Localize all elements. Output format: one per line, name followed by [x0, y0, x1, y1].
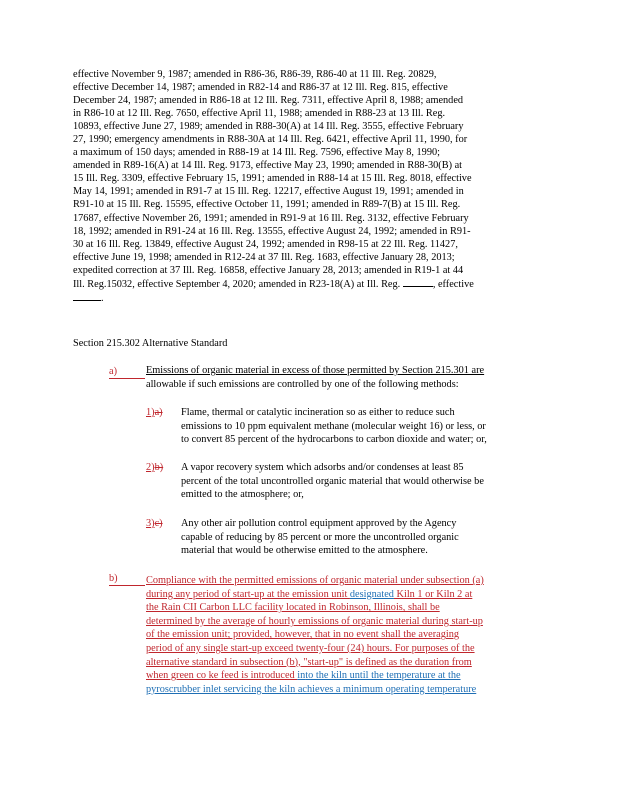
- item-1-text: [181, 406, 551, 447]
- subsection-b-line: alternative standard in subsection (b), "start-up" is defined as the duration from: [146, 656, 472, 668]
- item-3-line: capable of reducing by 85 percent or more the uncontrolled organic: [181, 531, 459, 543]
- section-heading: Section 215.302 Alternative Standard: [73, 338, 228, 349]
- history-period: .: [101, 292, 104, 304]
- history-line: May 14, 1991; amended in R91-7 at 15 Ill. Reg. 12217, effective August 19, 1991; amended in: [73, 186, 464, 198]
- item-3-text: [181, 517, 551, 558]
- inserted-text: during any period of start-up at the emission unit: [146, 588, 350, 600]
- item-1-line: emissions to 10 ppm equivalent methane (molecular weight 16) or less, or: [181, 420, 486, 432]
- subsection-b-line: the Rain CII Carbon LLC facility located in Robinson, Illinois, shall be: [146, 602, 440, 614]
- item-3-old-label: c): [154, 518, 163, 529]
- history-line: 30 at 16 Ill. Reg. 13849, effective August 24, 1992; amended in R98-15 at 22 Ill. Reg. 11427,: [73, 238, 458, 250]
- history-line: effective November 9, 1987; amended in R86-36, R86-39, R86-40 at 11 Ill. Reg. 20829,: [73, 69, 437, 80]
- subsection-b-line-9: [146, 683, 546, 697]
- item-3-line: Any other air pollution control equipment approved by the Agency: [181, 518, 457, 529]
- subsection-b-line: period of any single start-up exceed twenty-four (24) hours. For purposes of the: [146, 642, 475, 654]
- subsection-b-line: Compliance with the permitted emissions of organic material under subsection (a): [146, 575, 484, 586]
- subsection-b-line-2: [146, 588, 546, 602]
- item-2-old-label: b): [154, 462, 164, 473]
- reg-volume-blank: [403, 277, 433, 287]
- inserted-text: when green co: [146, 670, 207, 682]
- subsection-b-label: b): [109, 573, 118, 584]
- item-2-line: A vapor recovery system which adsorbs and/or condenses at least 85: [181, 462, 464, 473]
- effective-date-blank: [73, 291, 101, 301]
- inserted-text-blue: to the kiln until the temperature at the: [305, 670, 461, 682]
- item-2-text: [181, 461, 551, 502]
- history-date-line: [73, 291, 543, 305]
- inserted-text-blue: designated: [349, 588, 394, 600]
- subsection-a-label: a): [109, 366, 117, 377]
- item-3-new-label: 3): [146, 518, 155, 529]
- item-1-new-label: 1): [146, 407, 155, 418]
- subsection-b-line: determined by the average of hourly emissions of organic material during start-up: [146, 615, 483, 627]
- history-final-line: [73, 277, 543, 291]
- history-effective-text: , effective: [432, 278, 474, 290]
- item-1-line: Flame, thermal or catalytic incineration so as either to reduce such: [181, 407, 455, 418]
- item-1-old-label: a): [154, 407, 163, 418]
- history-line: 17687, effective November 26, 1991; amended in R91-9 at 16 Ill. Reg. 3132, effective February: [73, 212, 469, 224]
- subsection-b-label-box: [109, 574, 145, 586]
- subsection-a-line: Emissions of organic material in excess of those permitted by Section 215.301 are: [146, 365, 485, 376]
- subsection-a-line: allowable if such emissions are controlled by one of the following methods:: [146, 378, 459, 390]
- inserted-text-blue: in: [297, 670, 306, 682]
- history-line: 27, 1990; emergency amendments in R88-30A at 14 Ill. Reg. 6421, effective April 11, 1990, for: [73, 134, 468, 146]
- item-3-label: [146, 517, 163, 531]
- subsection-b-line: of the emission unit; provided, however, that in no event shall the averaging: [146, 629, 459, 641]
- history-line: December 24, 1987; amended in R86-18 at 12 Ill. Reg. 7311, effective April 8, 1988; amended: [73, 95, 464, 107]
- history-line: in R86-10 at 12 Ill. Reg. 7650, effective April 11, 1988; amended in R88-23 at 13 Ill. Reg.: [73, 108, 446, 120]
- item-2-label: [146, 461, 163, 475]
- history-line: Ill. Reg.15032, effective September 4, 2020; amended in R23-18(A) at Ill. Reg.: [73, 278, 401, 290]
- history-line: a maximum of 150 days; amended in R88-19 at 14 Ill. Reg. 7596, effective May 8, 1990;: [73, 147, 440, 159]
- history-line: 10893, effective June 27, 1989; amended in R88-30(A) at 14 Ill. Reg. 3555, effective February: [73, 121, 464, 133]
- item-2-new-label: 2): [146, 462, 155, 473]
- inserted-text: ke feed is introduced: [206, 670, 298, 682]
- item-1-label: [146, 406, 163, 420]
- item-1-line: to convert 85 percent of the hydrocarbons to carbon dioxide and water; or,: [181, 434, 487, 446]
- subsection-b-line-8: [146, 669, 546, 683]
- inserted-text: Kiln 1 or Kiln 2 at: [393, 588, 473, 600]
- item-2-line: emitted to the atmosphere; or,: [181, 489, 304, 501]
- history-note: [73, 68, 543, 305]
- history-line: amended in R89-16(A) at 14 Ill. Reg. 9173, effective May 23, 1990; amended in R88-30(B) at: [73, 160, 462, 172]
- inserted-text-blue: pyroscrubber inlet servicing the kiln: [146, 683, 298, 695]
- item-2-line: percent of the total uncontrolled organic material that would otherwise be: [181, 475, 484, 487]
- history-line: expedited correction at 37 Ill. Reg. 16858, effective January 28, 2013; amended in R19-1 at 44: [73, 264, 464, 276]
- history-line: effective December 14, 1987; amended in R82-14 and R86-37 at 12 Ill. Reg. 815, effective: [73, 82, 448, 94]
- subsection-a-text: [146, 364, 546, 391]
- subsection-a-label-box: [109, 367, 145, 379]
- history-line: R91-10 at 15 Ill. Reg. 15595, effective October 11, 1991; amended in R89-7(B) at 15 Ill. Reg.: [73, 199, 461, 211]
- inserted-text-blue: achieves a minimum operating temperature: [297, 683, 477, 695]
- history-line: 15 Ill. Reg. 3309, effective February 15, 1991; amended in R88-14 at 15 Ill. Reg. 8018, effective: [73, 173, 472, 185]
- history-line: 18, 1992; amended in R91-24 at 16 Ill. Reg. 13555, effective August 24, 1992; amended in R91-: [73, 225, 471, 237]
- history-line: effective June 19, 1998; amended in R12-24 at 37 Ill. Reg. 1683, effective January 28, 2013;: [73, 251, 455, 263]
- subsection-b-text: [146, 574, 546, 696]
- item-3-line: material that would be otherwise emitted to the atmosphere.: [181, 545, 428, 557]
